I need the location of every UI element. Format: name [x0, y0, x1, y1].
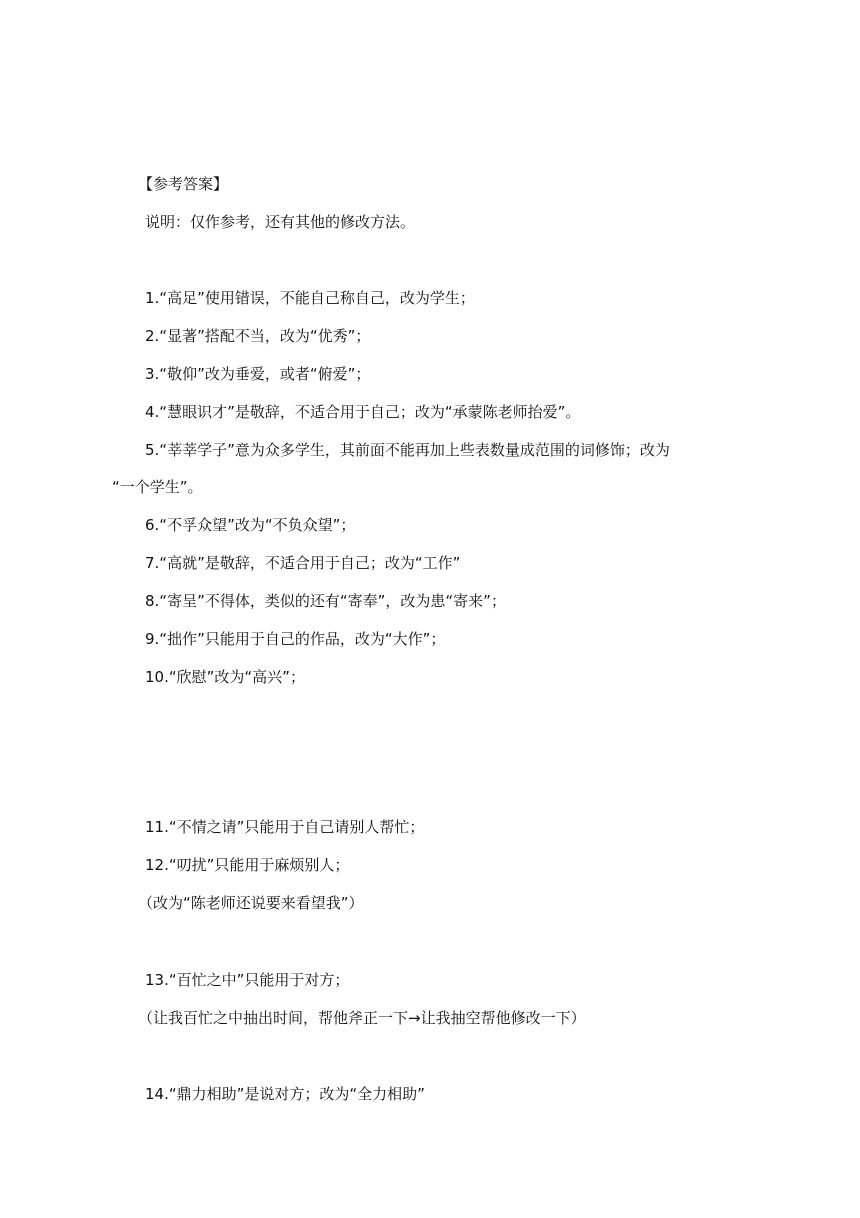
answer-heading: 【参考答案】	[138, 175, 229, 193]
answer-item-7: 7.“高就”是敬辞，不适合用于自己；改为“工作”	[145, 554, 461, 572]
answer-item-1: 1.“高足”使用错误，不能自己称自己，改为学生；	[145, 289, 475, 307]
answer-item-3: 3.“敬仰”改为垂爱，或者“俯爱”；	[145, 365, 371, 383]
answer-item-14: 14.“鼎力相助”是说对方；改为“全力相助”	[145, 1085, 425, 1103]
answer-item-5: 5.“莘莘学子”意为众多学生，其前面不能再加上些表数量成范围的词修饰；改为	[145, 441, 670, 459]
answer-item-13-note: （让我百忙之中抽出时间，帮他斧正一下→让我抽空帮他修改一下）	[138, 1009, 586, 1027]
answer-item-11: 11.“不情之请”只能用于自己请别人帮忙；	[145, 818, 425, 836]
answer-item-12: 12.“叨扰”只能用于麻烦别人；	[145, 856, 350, 874]
note-text: 说明：仅作参考，还有其他的修改方法。	[145, 213, 416, 231]
answer-item-5-continued: “一个学生”。	[112, 478, 203, 496]
answer-item-13: 13.“百忙之中”只能用于对方；	[145, 971, 350, 989]
answer-item-2: 2.“显著”搭配不当，改为“优秀”；	[145, 327, 371, 345]
answer-item-8: 8.“寄呈”不得体，类似的还有“寄奉”，改为患“寄来”；	[145, 592, 506, 610]
answer-item-6: 6.“不孚众望”改为“不负众望”；	[145, 516, 356, 534]
answer-item-4: 4.“慧眼识才”是敬辞，不适合用于自己；改为“承蒙陈老师抬爱”。	[145, 403, 581, 421]
answer-item-9: 9.“拙作”只能用于自己的作品，改为“大作”；	[145, 630, 446, 648]
answer-item-12-note: （改为“陈老师还说要来看望我”）	[138, 894, 364, 912]
answer-item-10: 10.“欣慰”改为“高兴”；	[145, 668, 305, 686]
